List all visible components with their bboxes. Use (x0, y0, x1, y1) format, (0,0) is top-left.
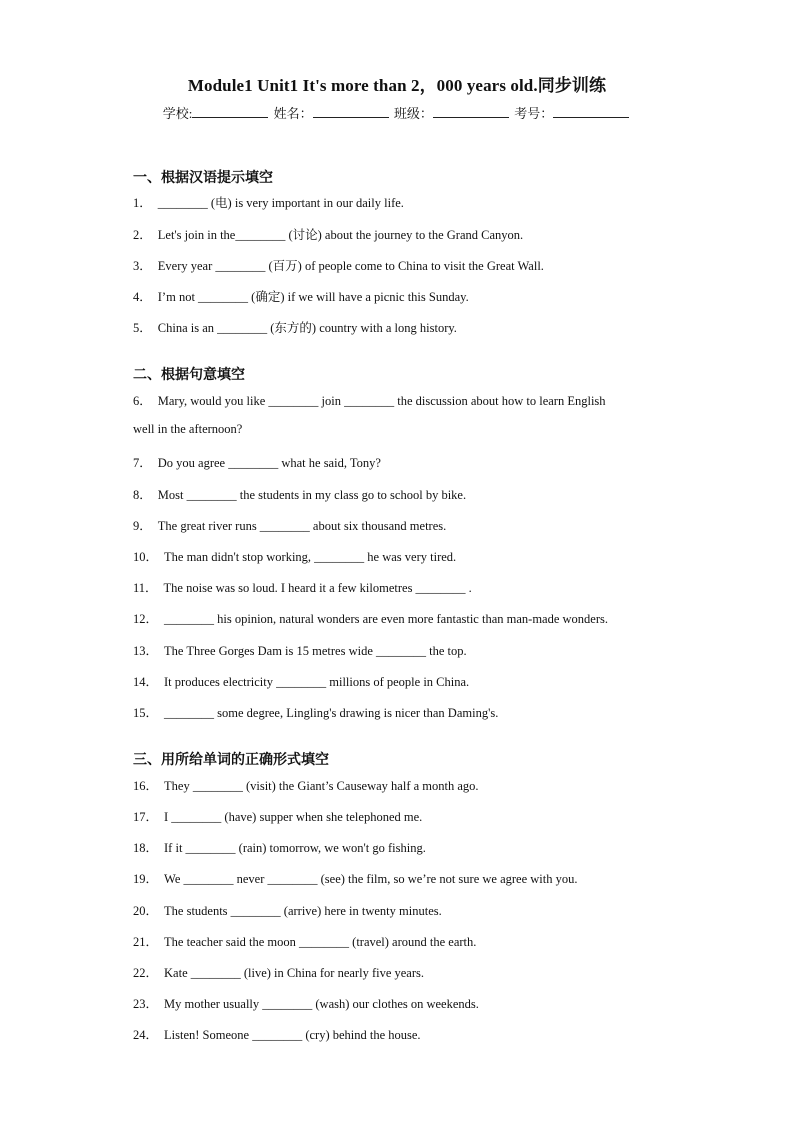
question-text: The Three Gorges Dam is 15 metres wide ________ the top. (164, 644, 467, 658)
question-15 (133, 703, 498, 721)
question-number: 17． (133, 810, 159, 824)
question-text: Most ________ the students in my class go to school by bike. (157, 488, 467, 502)
question-2 (133, 225, 523, 243)
question-text: My mother usually ________ (wash) our clothes on weekends. (164, 997, 479, 1011)
question-16 (133, 776, 479, 794)
question-7 (133, 453, 381, 471)
question-3 (133, 256, 544, 274)
question-text: China is an ________ (东方的) country with a long history. (157, 321, 457, 335)
question-number: 16． (133, 779, 159, 793)
question-text: The man didn't stop working, ________ he was very tired. (164, 550, 457, 564)
question-number: 18． (133, 841, 159, 855)
question-text: The great river runs ________ about six thousand metres. (157, 519, 447, 533)
question-text: Do you agree ________ what he said, Tony? (157, 456, 381, 470)
question-number: 11． (133, 581, 158, 595)
question-text: It produces electricity ________ millions of people in China. (164, 675, 470, 689)
question-8 (133, 485, 466, 503)
question-text: well in the afternoon? (133, 422, 243, 436)
question-1 (133, 193, 404, 211)
question-12 (133, 609, 608, 627)
question-text: The noise was so loud. I heard it a few kilometres ________ . (163, 581, 472, 595)
question-number: 19． (133, 872, 159, 886)
question-6 (133, 391, 606, 409)
question-22 (133, 963, 424, 981)
question-text: Every year ________ (百万) of people come to China to visit the Great Wall. (157, 259, 544, 273)
section-3-title: 三、用所给单词的正确形式填空 (133, 752, 329, 768)
question-4 (133, 287, 469, 305)
number-blank[interactable] (553, 105, 629, 118)
question-text: I’m not ________ (确定) if we will have a picnic this Sunday. (157, 290, 469, 304)
question-text: Listen! Someone ________ (cry) behind the house. (164, 1028, 421, 1042)
question-number: 2． (133, 228, 152, 242)
section-2-title: 二、根据句意填空 (133, 367, 245, 383)
question-text: ________ (电) is very important in our daily life. (157, 196, 404, 210)
question-number: 7． (133, 456, 152, 470)
question-text: Mary, would you like ________ join ________ the discussion about how to learn English (157, 394, 606, 408)
question-text: The students ________ (arrive) here in twenty minutes. (164, 904, 442, 918)
question-text: If it ________ (rain) tomorrow, we won't go fishing. (164, 841, 426, 855)
class-blank[interactable] (433, 105, 509, 118)
question-number: 5． (133, 321, 152, 335)
question-5 (133, 318, 457, 336)
question-number: 10． (133, 550, 159, 564)
question-number: 21． (133, 935, 159, 949)
question-number: 8． (133, 488, 152, 502)
question-19 (133, 869, 577, 887)
question-17 (133, 807, 422, 825)
question-6-continued (133, 422, 242, 437)
question-21 (133, 932, 476, 950)
section-1-title: 一、根据汉语提示填空 (133, 170, 273, 186)
question-14 (133, 672, 469, 690)
question-10 (133, 547, 456, 565)
question-20 (133, 901, 442, 919)
question-number: 6． (133, 394, 152, 408)
class-label: 班级： (393, 106, 433, 121)
question-9 (133, 516, 446, 534)
question-number: 3． (133, 259, 152, 273)
question-number: 14． (133, 675, 159, 689)
school-blank[interactable] (192, 105, 268, 118)
question-13 (133, 641, 467, 659)
question-text: Let's join in the________ (讨论) about the journey to the Grand Canyon. (157, 228, 524, 242)
question-text: They ________ (visit) the Giant’s Causeway half a month ago. (164, 779, 479, 793)
question-text: We ________ never ________ (see) the film, so we’re not sure we agree with you. (164, 872, 578, 886)
question-number: 9． (133, 519, 152, 533)
question-18 (133, 838, 426, 856)
question-23 (133, 994, 479, 1012)
question-text: ________ his opinion, natural wonders are even more fantastic than man-made wonders. (164, 612, 608, 626)
number-label: 考号： (514, 106, 554, 121)
question-text: I ________ (have) supper when she telephoned me. (164, 810, 423, 824)
question-text: The teacher said the moon ________ (travel) around the earth. (164, 935, 477, 949)
question-number: 13． (133, 644, 159, 658)
question-number: 12． (133, 612, 159, 626)
name-label: 姓名： (273, 106, 313, 121)
question-number: 23． (133, 997, 159, 1011)
question-number: 20． (133, 904, 159, 918)
question-number: 4． (133, 290, 152, 304)
question-text: ________ some degree, Lingling's drawing is nicer than Daming's. (164, 706, 499, 720)
question-number: 15． (133, 706, 159, 720)
question-24 (133, 1025, 421, 1043)
page-title: Module1 Unit1 It's more than 2，000 years old.同步训练 (187, 76, 607, 95)
question-number: 24． (133, 1028, 159, 1042)
student-info-line (0, 103, 794, 122)
question-number: 1． (133, 196, 152, 210)
name-blank[interactable] (313, 105, 389, 118)
question-text: Kate ________ (live) in China for nearly five years. (164, 966, 425, 980)
school-label: 学校: (162, 106, 193, 121)
question-11 (133, 578, 472, 596)
question-number: 22． (133, 966, 159, 980)
